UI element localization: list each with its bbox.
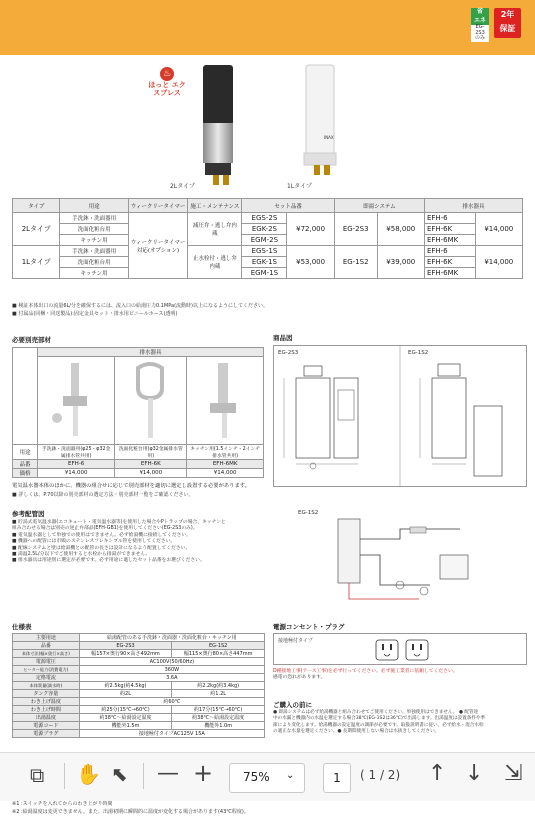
drain-price: ¥14,000 [475,213,522,246]
zoom-value: 75% [243,770,270,784]
set-code: EGS-2S [242,213,287,224]
maint-cell: 止水栓付・逃し弁内蔵 [188,246,242,279]
brand-label: INAX [324,135,334,140]
col-usage: 用途 [60,199,128,213]
type-1l: 1Lタイプ [13,246,60,279]
timer-cell: ウィークリータイマー対応(オプション) [128,213,188,279]
code-cell: EFH-6K [115,460,187,469]
spec-val: EG-2S3 [79,642,172,650]
note-line: ■ 配線システムと壁は給湯機との配管の長さは設計になるよう配置してください。 [12,545,191,551]
sidebar-toggle-icon[interactable]: ⧉ [30,763,45,787]
table-cell: 洗面化粧台用 [60,257,128,268]
spec-key: 定格電流 [13,674,80,682]
spec-val: 約25分(15℃→60℃) [79,706,172,714]
heater-2l-image [195,63,243,188]
col-maint: 施工・メンテナンス [188,199,242,213]
drain-code: EFH-6 [424,213,475,224]
system-price: ¥39,000 [377,246,424,279]
set-code: EGM-2S [242,235,287,246]
page-value: 1 [333,771,341,785]
hot-express-logo: ♨ ほっと エクスプレス [148,69,186,97]
page-input[interactable] [323,763,351,793]
table-cell: キッチン用 [60,235,128,246]
prev-page-icon[interactable]: ↑ [428,761,447,786]
usage-cell: 手洗鉢・洗面器用(φ25・φ32金属排水管共用) [38,445,115,460]
spec-key: 電源電圧 [13,658,80,666]
usage-cell: キッチン用(1.5インチ・2インチ排水管共用) [187,445,264,460]
eco-code: EG-2S3 [471,25,489,36]
drain-image-3 [187,357,264,445]
code-cell: EFH-6MK [187,460,264,469]
spec-val: 約1.2L [172,690,265,698]
set-code: EGS-1S [242,246,287,257]
price-label: 価格 [13,469,38,478]
caution-line: 節により変化します。給湯機器の設定温度の調節が必要です。取扱説明書に従い、必ず給水・混合水栓 [273,722,484,728]
drain-code: EFH-6K [424,224,475,235]
spec-key: ヒーター能力(消費電力) [13,666,80,674]
spec-val: 3.6A [79,674,264,682]
price-cell: ¥14,000 [187,469,264,478]
zoom-out-icon[interactable]: — [157,761,179,786]
col-set: セット品番 [242,199,334,213]
spec-key: わき上げ温度 [13,698,80,706]
drain-price: ¥14,000 [475,246,522,279]
spec-val: 約38℃～給湯設定温度 [172,714,265,722]
price-cell: ¥14,000 [115,469,187,478]
spec-val: 給湯配管のある手洗鉢・洗面器・洗面化粧台・キッチン用 [79,634,264,642]
spec-val: 幅115×奥行80×高さ447mm [172,650,265,658]
table-cell: 手洗鉢・洗面器用 [60,246,128,257]
spec-val: 機能外1.0m [172,722,265,730]
eco-only: のみ [471,36,489,42]
spec-key: 電源プラグ [13,730,80,738]
warning-line: 電気温水器本体のほかに、機器の組合せに応じて別売部材を適切に選定し設置する必要があります。 [12,483,250,489]
caution-line: の適正な水量を選定ください。● 長期間使用しない場合は水抜きしてください。 [273,729,440,735]
spec-val: 360W [79,666,264,674]
set-price: ¥53,000 [287,246,334,279]
outlet-sub: 接地極付タイプ [278,638,313,644]
caution-line: ● 即湯システムは必ず給湯機器と組み合わせてご使用ください。単独使用はできません。 ● 配管途 [273,710,479,715]
spec-val: 約17分(15℃→60℃) [172,706,265,714]
outlet-warn-line: 感電の恐れがあります。 [273,675,326,681]
spec-val: 接地極付タイプAC125V 15A [79,730,264,738]
ref-piping-title: 参考配管図 [12,510,45,518]
system-code: EG-2S3 [334,213,377,246]
warranty-label: 保証 [499,24,516,33]
drain-image-1 [38,357,115,445]
ref-notes [12,520,270,565]
drain-code: EFH-6 [424,246,475,257]
product-drawing-box [273,345,527,487]
spec-key: 本体寸法(幅×奥行×高さ) [13,650,80,658]
need-parts-sub: 排水器具 [38,348,264,357]
zoom-in-icon[interactable]: + [193,759,214,787]
logo-text: ほっと エクスプレス [148,81,186,97]
outlet-warn-line: D種接地工事(アース工事)を必ず行ってください。必ず施工業者に依頼してください。 [273,669,458,674]
spec-val: 幅157×奥行90×高さ492mm [79,650,172,658]
eco-label-2: エネ [471,17,489,26]
note-line: ■ 排水器具は用途別に選定が必要です。必ず用途に適したセット品番をお選びください。 [12,558,205,564]
warranty-years: 2年 [500,10,515,19]
hand-tool-icon[interactable]: ✋ [76,762,101,786]
code-label: 品番 [13,460,38,469]
note-line: ■ 電気温水器として単独での使用はできません。必ず給湯機に接続してください。 [12,532,192,538]
spec-val: EG-1S2 [172,642,265,650]
zoom-select[interactable] [229,763,305,793]
spec-key: 主要用途 [13,634,80,642]
energy-saving-badge [471,8,489,42]
set-code: EGK-1S [242,257,287,268]
note-line: 組み合わせる場合は別売の逆止弁部品(EFH-GB1)を使用してください(EG-2S3のみ)。 [12,526,198,532]
spec-footnote: ※1 :スイッチを入れてからのわき上がり時間 [12,801,113,807]
system-code: EG-1S2 [334,246,377,279]
spec-key: 本体質量(満水時) [13,682,80,690]
viewer-toolbar [0,752,535,801]
fit-page-icon[interactable]: ⇲ [504,761,523,786]
system-price: ¥58,000 [377,213,424,246]
drain-image-2 [115,357,187,445]
outlet-warning [273,669,531,682]
note-line: ■ 湯温2.5L/分以下でご使用すると水栓から排湯ができません。 [12,552,151,558]
maint-cell: 減圧弁・逃し弁内蔵 [188,213,242,246]
table-cell: キッチン用 [60,268,128,279]
caution-line: 中の水漏と機器内の水温を選定する場合38℃(EG-1S2は36℃)で出湯します。出湯温度は設置条件や季 [273,716,486,722]
set-price: ¥72,000 [287,213,334,246]
piping-diagram [300,515,528,615]
need-parts-title: 必要別売部材 [12,336,51,344]
note-line: ■ 機器への配管には市販のステンレスフレキシブル管を使用してください。 [12,539,176,545]
col-system: 即湯システム [334,199,424,213]
table-cell: 手洗鉢・洗面器用 [60,213,128,224]
drawing-label-a: EG-2S3 [278,350,299,356]
col-drain: 排水器具 [424,199,522,213]
set-code: EGM-1S [242,268,287,279]
drain-code: EFH-6MK [424,268,475,279]
col-timer: ウィークリータイマー [128,199,188,213]
spec-footnote: ※2 :給湯温度は変更できません。また、出湯初期に瞬間的に温度が変化する場合があります(43℃程度)。 [12,809,249,815]
type-2l: 2Lタイプ [13,213,60,246]
caution-title: ご購入の前に [273,701,312,709]
outlet-title: 電源コンセント・プラグ [273,623,345,631]
usage-label: 用途 [13,445,38,460]
set-code: EGK-2S [242,224,287,235]
spec-key: タンク容量 [13,690,80,698]
spec-val: 約38℃～給湯設定温度 [79,714,172,722]
product-drawing-title: 商品図 [273,334,293,342]
header-band [0,0,535,55]
spec-val: 約2.2kg(約3.4kg) [172,682,265,690]
heater-1l-image [300,63,340,178]
note-line: ■ 検証本体出口の流量6L/分を確保するには、流入口の給湯圧力0.1MPa(流動時)以上になるようにしてください。 [12,303,268,309]
spec-key: 電源コード [13,722,80,730]
spec-key: 品番 [13,642,80,650]
spec-val: AC100V(50/60Hz) [79,658,264,666]
product-table [12,198,523,279]
outlet-icon [374,638,434,662]
need-parts-table [12,347,264,478]
warranty-badge [494,8,521,38]
next-page-icon[interactable]: ↓ [465,761,484,786]
drawing-label-b: EG-1S2 [408,350,429,356]
select-tool-icon[interactable]: ⬉ [111,762,128,786]
drain-code: EFH-6MK [424,235,475,246]
code-cell: EFH-6 [38,460,115,469]
eco-label: 省 [471,8,489,17]
price-cell: ¥14,000 [38,469,115,478]
outlet-box [273,633,527,665]
spec-title: 仕様表 [12,623,32,631]
spec-val: 機能外1.5m [79,722,172,730]
spec-val: 約60℃ [79,698,264,706]
caution-text [273,710,531,736]
note-line: ■ 付属品(同梱・同送製品):固定金具セット・排水用ビニールホース(透明) [12,311,178,317]
note-line: ■ 貯湯式電気温水器(エコキュート・電気温水器等)を使用した場合やPトラップの場合、キッチンと [12,520,226,525]
col-type: タイプ [13,199,60,213]
chevron-down-icon: ⌄ [286,770,295,781]
spec-val: 約2L [79,690,172,698]
spec-key: 出湯温度 [13,714,80,722]
warning-line: ■ 詳しくは、P.70以降の別売部材の選定方法・別売部材一覧をご確認ください。 [12,492,194,498]
ref-piping-model: EG-1S2 [298,510,319,516]
spec-val: 約2.5kg(約4.5kg) [79,682,172,690]
usage-cell: 洗面化粧台用(φ32金属排水管用) [115,445,187,460]
spec-key: わき上げ時間 [13,706,80,714]
caption-2l: 2Lタイプ [170,183,195,190]
drain-code: EFH-6K [424,257,475,268]
caption-1l: 1Lタイプ [287,183,312,190]
dimension-drawing [274,346,526,486]
page-count: ( 1 / 2) [360,768,401,782]
spec-table [12,633,265,738]
table-cell: 洗面化粧台用 [60,224,128,235]
